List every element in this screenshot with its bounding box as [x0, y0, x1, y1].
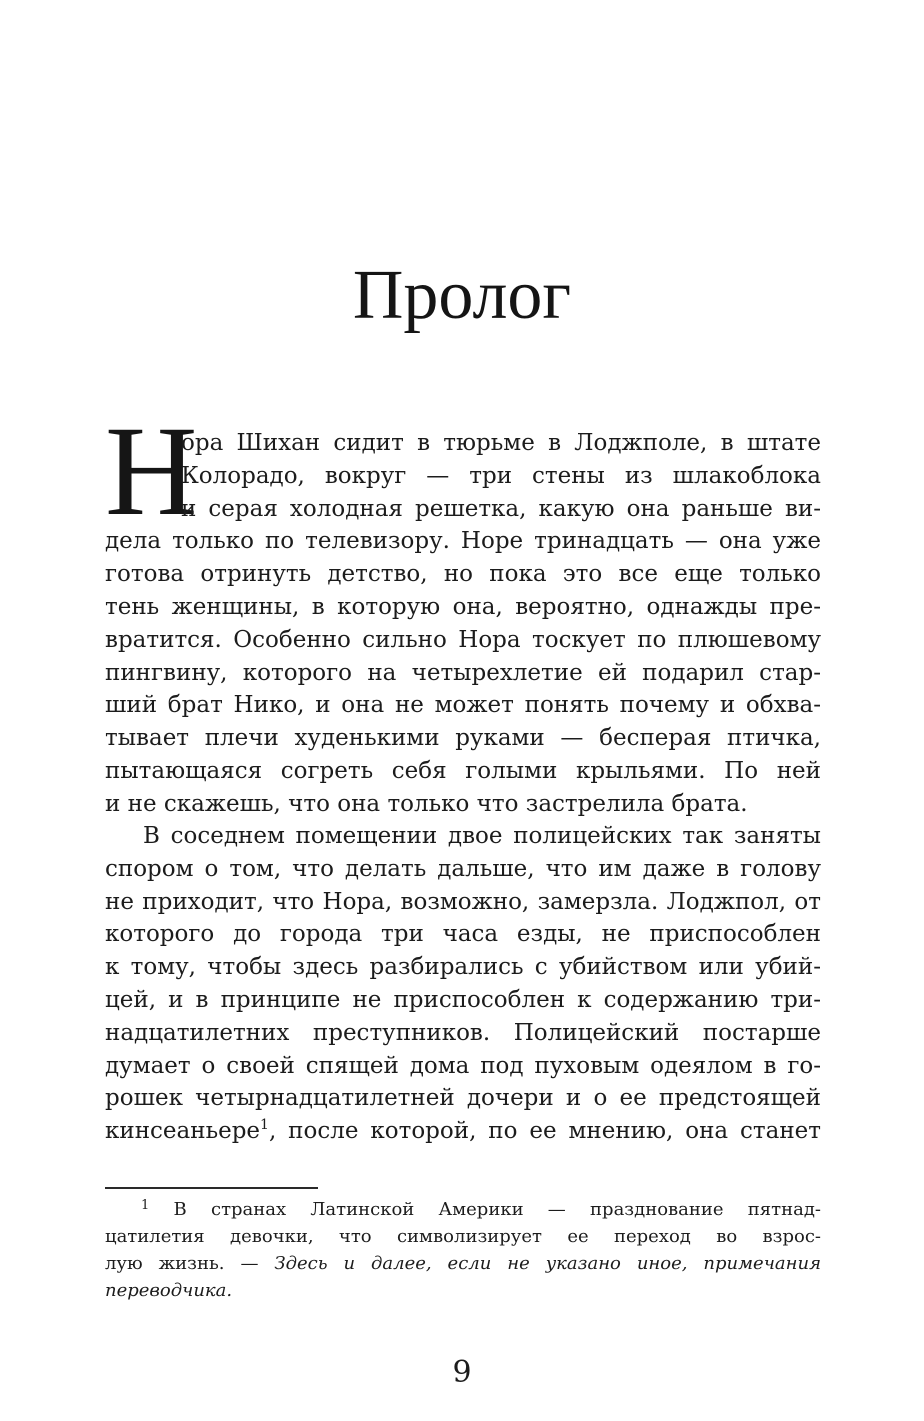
paragraph-2-text: , после которой, по ее мнению, она станет [268, 1118, 821, 1145]
paragraph-1-line: пингвину, которого на четырехлетие ей подарил стар- [105, 659, 821, 686]
paragraph-2 [105, 820, 821, 1148]
page-number: 9 [452, 1355, 472, 1390]
footnote-text: В странах Латинской Америки — празднование пятнад- [173, 1199, 821, 1220]
paragraph-1-line: и не скажешь, что она только что застрелила брата. [105, 790, 748, 817]
paragraph-1-line: готова отринуть детство, но пока это все еще только [105, 561, 821, 588]
paragraph-2-line: к тому, чтобы здесь разбирались с убийством или убий- [105, 954, 821, 981]
paragraph-1-line: Колорадо, вокруг — три стены из шлакоблока [181, 462, 821, 489]
footnote-divider [105, 1187, 318, 1189]
paragraph-2-line: которого до города три часа езды, не приспособлен [105, 921, 821, 948]
footnote-text: лую жизнь. — [105, 1253, 275, 1274]
paragraph-1-line: тень женщины, в которую она, вероятно, однажды пре- [105, 593, 821, 620]
paragraph-1-line: дела только по телевизору. Норе тринадцать — она уже [105, 528, 821, 555]
footnote-line [105, 1277, 821, 1304]
paragraph-2-line: спором о том, что делать дальше, что им даже в голову [105, 855, 821, 882]
paragraph-2-last-line [105, 1115, 821, 1148]
paragraph-2-line: думает о своей спящей дома под пуховым одеялом в го- [105, 1052, 821, 1079]
paragraph-1-line: ора Шихан сидит в тюрьме в Лоджполе, в штате [181, 430, 821, 456]
paragraph-1-line: тывает плечи худенькими руками — бесперая птичка, [105, 725, 821, 752]
footnote-italic-text: переводчика. [105, 1280, 233, 1301]
paragraph-2-line: цей, и в принципе не приспособлен к содержанию три- [105, 986, 821, 1013]
paragraph-2-line: В соседнем помещении двое полицейских так заняты [143, 823, 821, 849]
paragraph-1-line: и серая холодная решетка, какую она раньше ви- [181, 495, 821, 522]
paragraph-2-line: надцатилетних преступников. Полицейский постарше [105, 1019, 821, 1046]
paragraph-2-text: кинсеаньере [105, 1118, 261, 1145]
footnote-reference[interactable]: 1 [260, 1117, 269, 1134]
paragraph-1 [105, 427, 821, 821]
footnote [105, 1196, 821, 1304]
footnote-line [105, 1250, 821, 1277]
footnote-italic-text: Здесь и далее, если не указано иное, примечания [274, 1253, 821, 1274]
paragraph-1-line: вратится. Особенно сильно Нора тоскует по плюшевому [105, 626, 821, 653]
paragraph-1-line: пытающаяся согреть себя голыми крыльями. По ней [105, 757, 821, 784]
footnote-line: цатилетия девочки, что символизирует ее переход во взрос- [105, 1226, 821, 1247]
paragraph-2-line: рошек четырнадцатилетней дочери и о ее предстоящей [105, 1085, 821, 1112]
drop-cap-letter: Н [105, 400, 198, 542]
paragraph-2-line: не приходит, что Нора, возможно, замерзла. Лоджпол, от [105, 888, 821, 915]
footnote-mark: 1 [141, 1198, 150, 1213]
paragraph-1-line: ший брат Нико, и она не может понять почему и обхва- [105, 692, 821, 719]
chapter-title: Пролог [352, 257, 572, 334]
footnote-line [105, 1196, 821, 1223]
